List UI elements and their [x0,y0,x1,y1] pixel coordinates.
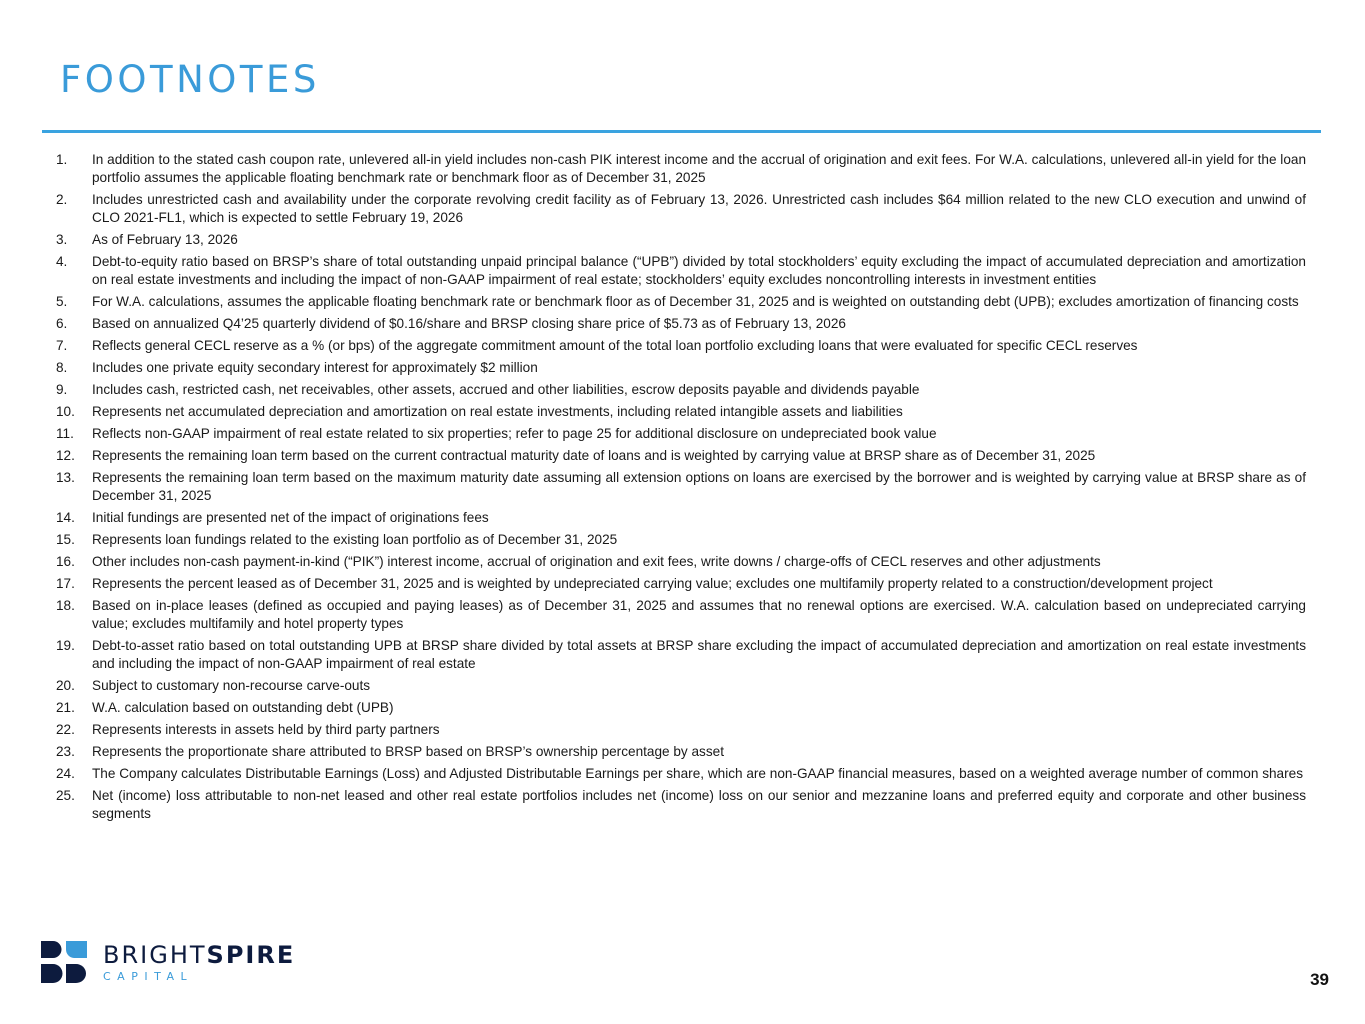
footnote-item [56,447,1306,465]
page-title: FOOTNOTES [60,58,320,101]
footnote-text: Includes unrestricted cash and availability under the corporate revolving credit facility as of February 13, 2026. Unrestricted cash includes $64 million related to the new CLO execution and unwind of CLO 2021-FL1, which is expected to settle February 19, 2026 [92,192,1306,225]
footnote-item [56,787,1306,823]
footnote-text: Based on in-place leases (defined as occupied and paying leases) as of December 31, 2025 and assumes that no renewal options are exercised. W.A. calculation based on undepreciated carrying value; excludes multifamily and hotel property types [92,598,1306,631]
footnote-text: Represents loan fundings related to the existing loan portfolio as of December 31, 2025 [92,532,618,547]
footnote-item [56,575,1306,593]
footnote-item [56,677,1306,695]
footnote-list [56,151,1306,827]
footnote-item [56,403,1306,421]
footnote-number: 15. [56,532,75,547]
footnote-text: The Company calculates Distributable Earnings (Loss) and Adjusted Distributable Earnings per share, which are non-GAAP financial measures, based on a weighted average number of common shares [92,766,1303,781]
footnote-number: 18. [56,598,75,613]
footnote-text: Subject to customary non-recourse carve-outs [92,678,371,693]
footnote-item [56,765,1306,783]
footnote-number: 4. [56,254,68,269]
brightspire-logo [41,941,295,983]
logo-mark-icon [41,941,87,983]
footnote-item [56,253,1306,289]
footnote-text: Debt-to-asset ratio based on total outstanding UPB at BRSP share divided by total assets at BRSP share excluding the impact of accumulated depreciation and amortization on real estate investments and including the impact of non-GAAP impairment of real estate [92,638,1306,671]
footnote-number: 10. [56,404,75,419]
page-number: 39 [1310,970,1329,989]
footnote-number: 2. [56,192,68,207]
footnote-number: 3. [56,232,68,247]
footnote-number: 5. [56,294,68,309]
title-divider [42,130,1321,133]
footnote-item [56,381,1306,399]
brand-subtitle: CAPITAL [103,969,194,983]
footnote-number: 19. [56,638,75,653]
footnote-text: For W.A. calculations, assumes the applicable floating benchmark rate or benchmark floor as of December 31, 2025 and is weighted on outstanding debt (UPB); excludes amortization of financing costs [92,294,1299,309]
footnote-item [56,743,1306,761]
footnote-item [56,425,1306,443]
footnote-number: 9. [56,382,68,397]
footnote-text: Reflects non-GAAP impairment of real estate related to six properties; refer to page 25 for additional disclosure on undepreciated book value [92,426,937,441]
footnote-number: 13. [56,470,75,485]
footnote-text: Other includes non-cash payment-in-kind (“PIK”) interest income, accrual of origination and exit fees, write downs / charge-offs of CECL reserves and other adjustments [92,554,1101,569]
footnote-text: Debt-to-equity ratio based on BRSP’s share of total outstanding unpaid principal balance (“UPB”) divided by total stockholders’ equity excluding the impact of accumulated depreciation and amortization on real estate investments and including the impact of non-GAAP impairment of real estate; stockholders’ equity excludes noncontrolling interests in investment entities [92,254,1306,287]
footnote-text: W.A. calculation based on outstanding debt (UPB) [92,700,394,715]
footnote-item [56,151,1306,187]
footnote-text: Represents the proportionate share attributed to BRSP based on BRSP’s ownership percentage by asset [92,744,724,759]
footnote-item [56,531,1306,549]
footnote-text: As of February 13, 2026 [92,232,238,247]
footnote-number: 21. [56,700,75,715]
footnote-number: 8. [56,360,68,375]
footnote-text: Based on annualized Q4’25 quarterly dividend of $0.16/share and BRSP closing share price of $5.73 as of February 13, 2026 [92,316,846,331]
footnote-text: Net (income) loss attributable to non-net leased and other real estate portfolios includes net (income) loss on our senior and mezzanine loans and preferred equity and corporate and other business segments [92,788,1306,821]
footnote-item [56,553,1306,571]
footnote-number: 17. [56,576,75,591]
footnote-item [56,359,1306,377]
footnote-number: 23. [56,744,75,759]
footnote-number: 12. [56,448,75,463]
footnote-item [56,509,1306,527]
footnote-number: 24. [56,766,75,781]
footnote-text: Represents interests in assets held by third party partners [92,722,440,737]
footnote-text: Reflects general CECL reserve as a % (or bps) of the aggregate commitment amount of the total loan portfolio excluding loans that were evaluated for specific CECL reserves [92,338,1138,353]
footnote-item [56,293,1306,311]
footnote-text: Represents the remaining loan term based on the maximum maturity date assuming all extension options on loans are exercised by the borrower and is weighted by carrying value at BRSP share as of December 31, 2025 [92,470,1306,503]
footnote-item [56,699,1306,717]
footnote-number: 16. [56,554,75,569]
footnote-item [56,469,1306,505]
footnote-item [56,337,1306,355]
footnote-item [56,231,1306,249]
footnote-text: In addition to the stated cash coupon rate, unlevered all-in yield includes non-cash PIK interest income and the accrual of origination and exit fees. For W.A. calculations, unlevered all-in yield for the loan portfolio assumes the applicable floating benchmark rate or benchmark floor as of December 31, 2025 [92,152,1306,185]
footnote-text: Represents the percent leased as of December 31, 2025 and is weighted by undepreciated carrying value; excludes one multifamily property related to a construction/development project [92,576,1213,591]
footnote-text: Initial fundings are presented net of the impact of originations fees [92,510,489,525]
footnote-item [56,637,1306,673]
footnote-number: 20. [56,678,75,693]
footnote-item [56,191,1306,227]
footnote-text: Represents the remaining loan term based on the current contractual maturity date of loans and is weighted by carrying value at BRSP share as of December 31, 2025 [92,448,1096,463]
footnote-number: 22. [56,722,75,737]
footnote-number: 25. [56,788,75,803]
footnote-number: 6. [56,316,68,331]
footnote-text: Includes cash, restricted cash, net receivables, other assets, accrued and other liabilities, escrow deposits payable and dividends payable [92,382,920,397]
footnote-number: 11. [56,426,74,441]
footnote-item [56,597,1306,633]
footnote-number: 7. [56,338,68,353]
footnote-text: Includes one private equity secondary interest for approximately $2 million [92,360,538,375]
footnote-text: Represents net accumulated depreciation and amortization on real estate investments, including related intangible assets and liabilities [92,404,903,419]
footnote-number: 14. [56,510,75,525]
brand-name: BRIGHTSPIRE [103,940,296,969]
footnote-item [56,315,1306,333]
footnote-number: 1. [56,152,68,167]
footnote-item [56,721,1306,739]
